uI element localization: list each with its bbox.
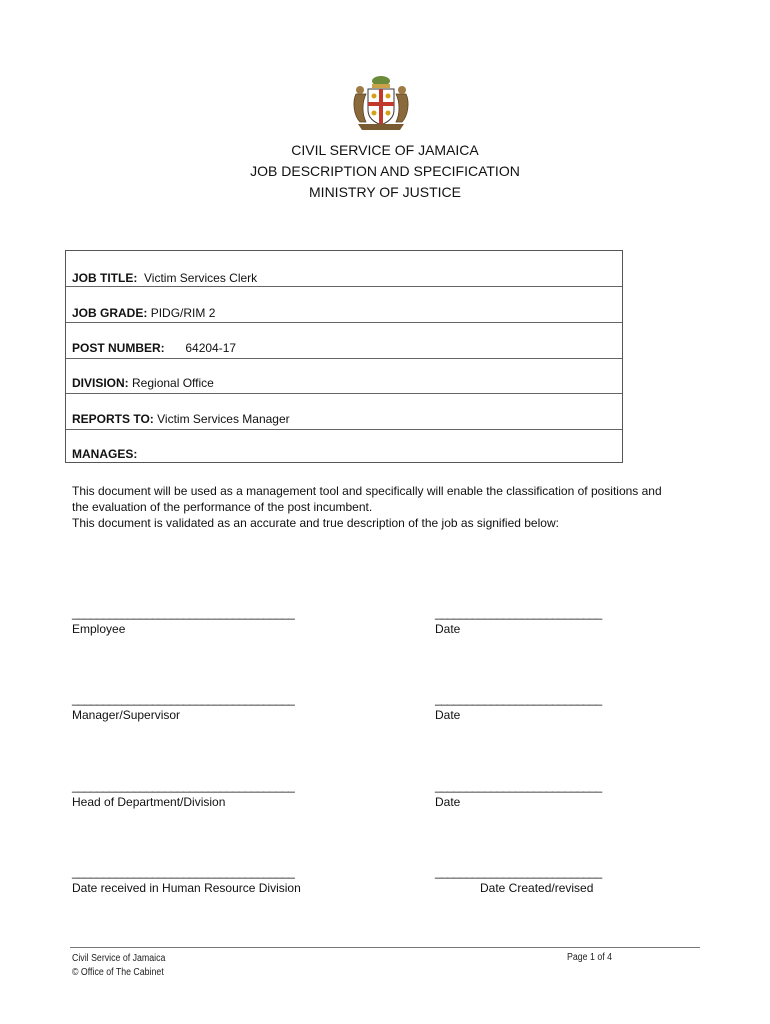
reports-to-value: Victim Services Manager [157, 412, 290, 426]
division-label: DIVISION: [72, 376, 129, 390]
row-divider [66, 286, 622, 287]
manages-row [72, 447, 137, 461]
job-title-label: JOB TITLE: [72, 271, 138, 285]
manager-date-line[interactable]: ___________________________ [435, 692, 602, 706]
statement-line-2: the evaluation of the performance of the post incumbent. [72, 500, 373, 514]
head-date-line[interactable]: ___________________________ [435, 779, 602, 793]
manages-label: MANAGES: [72, 447, 138, 461]
page-number: Page 1 of 4 [567, 952, 613, 963]
validation-statement [72, 483, 712, 531]
statement-line-3: This document is validated as an accurate and true description of the job as signified below: [72, 516, 559, 530]
employee-date-line[interactable]: ___________________________ [435, 606, 602, 620]
footer-organization [72, 952, 165, 980]
document-header [0, 140, 770, 203]
head-label: Head of Department/Division [72, 795, 226, 809]
row-divider [66, 429, 622, 430]
hr-received-label: Date received in Human Resource Division [72, 881, 301, 895]
division-row [72, 376, 214, 390]
manager-date-label: Date [435, 708, 461, 722]
row-divider [66, 358, 622, 359]
row-divider [66, 322, 622, 323]
job-grade-value: PIDG/RIM 2 [150, 306, 216, 320]
division-value: Regional Office [132, 376, 214, 390]
job-title-value: Victim Services Clerk [144, 271, 258, 285]
post-number-label: POST NUMBER: [72, 341, 165, 355]
head-signature-line[interactable]: ____________________________________ [72, 779, 295, 793]
job-grade-row [72, 306, 215, 320]
jamaica-coat-of-arms-icon [350, 72, 412, 132]
reports-to-row [72, 412, 290, 426]
post-number-row [72, 341, 236, 355]
header-line-2: JOB DESCRIPTION AND SPECIFICATION [250, 163, 520, 179]
manager-label: Manager/Supervisor [72, 708, 181, 722]
footer-org-name: Civil Service of Jamaica [72, 953, 166, 964]
row-divider [66, 393, 622, 394]
created-revised-line[interactable]: ___________________________ [435, 865, 602, 879]
header-line-3: MINISTRY OF JUSTICE [309, 184, 461, 200]
head-date-label: Date [435, 795, 461, 809]
job-grade-label: JOB GRADE: [72, 306, 148, 320]
statement-line-1: This document will be used as a management tool and specifically will enable the classification of positions and [72, 484, 662, 498]
post-number-value: 64204-17 [185, 341, 237, 355]
footer-divider [70, 947, 700, 948]
reports-to-label: REPORTS TO: [72, 412, 154, 426]
manager-signature-line[interactable]: ____________________________________ [72, 692, 295, 706]
header-line-1: CIVIL SERVICE OF JAMAICA [291, 142, 479, 158]
employee-label: Employee [72, 622, 126, 636]
job-title-row [72, 271, 257, 285]
created-revised-label: Date Created/revised [480, 881, 594, 895]
hr-received-line[interactable]: ____________________________________ [72, 865, 295, 879]
footer-copyright: © Office of The Cabinet [72, 967, 164, 978]
employee-signature-line[interactable]: ____________________________________ [72, 606, 295, 620]
job-info-table [65, 250, 623, 463]
employee-date-label: Date [435, 622, 461, 636]
